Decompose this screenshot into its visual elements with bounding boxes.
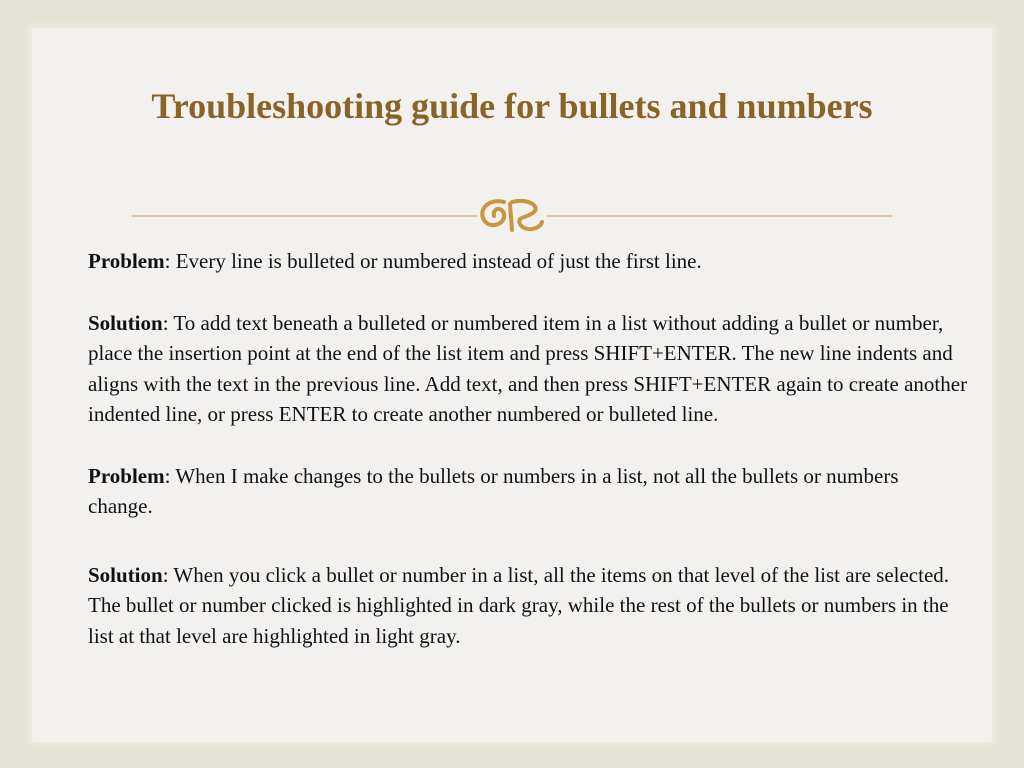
solution-text: When you click a bullet or number in a list, all the items on that level of the list are selected. The bullet or number clicked is highlighted in dark gray, while the rest of the bullets or numbers in the list at that level are highlighted in light gray. <box>88 562 950 648</box>
separator: : <box>164 463 176 488</box>
problem-label: Problem <box>88 463 165 488</box>
slide-body <box>88 246 968 651</box>
solution-label: Solution <box>88 562 163 587</box>
problem-text: Every line is bulleted or numbered instead of just the first line. <box>175 249 702 273</box>
problem-label: Problem <box>88 249 165 273</box>
slide-title: Troubleshooting guide for bullets and numbers <box>151 86 873 126</box>
separator: : <box>164 249 176 273</box>
solution-text: To add text beneath a bulleted or numbered item in a list without adding a bullet or number, place the insertion point at the end of the list item and press SHIFT+ENTER. The new line indents and aligns with the text in the previous line. Add text, and then press SHIFT+ENTER again to create another indented line, or press ENTER to create another numbered or bulleted line. <box>88 310 968 426</box>
flourish-ornament-icon <box>482 201 542 230</box>
title-divider <box>132 196 892 236</box>
separator: : <box>162 562 174 587</box>
problem-text: When I make changes to the bullets or numbers in a list, not all the bullets or numbers change. <box>88 463 899 518</box>
problem-1 <box>88 246 968 277</box>
separator: : <box>162 310 174 335</box>
solution-1 <box>88 308 968 430</box>
solution-label: Solution <box>88 310 163 335</box>
solution-2 <box>88 560 968 652</box>
problem-2 <box>88 461 968 522</box>
